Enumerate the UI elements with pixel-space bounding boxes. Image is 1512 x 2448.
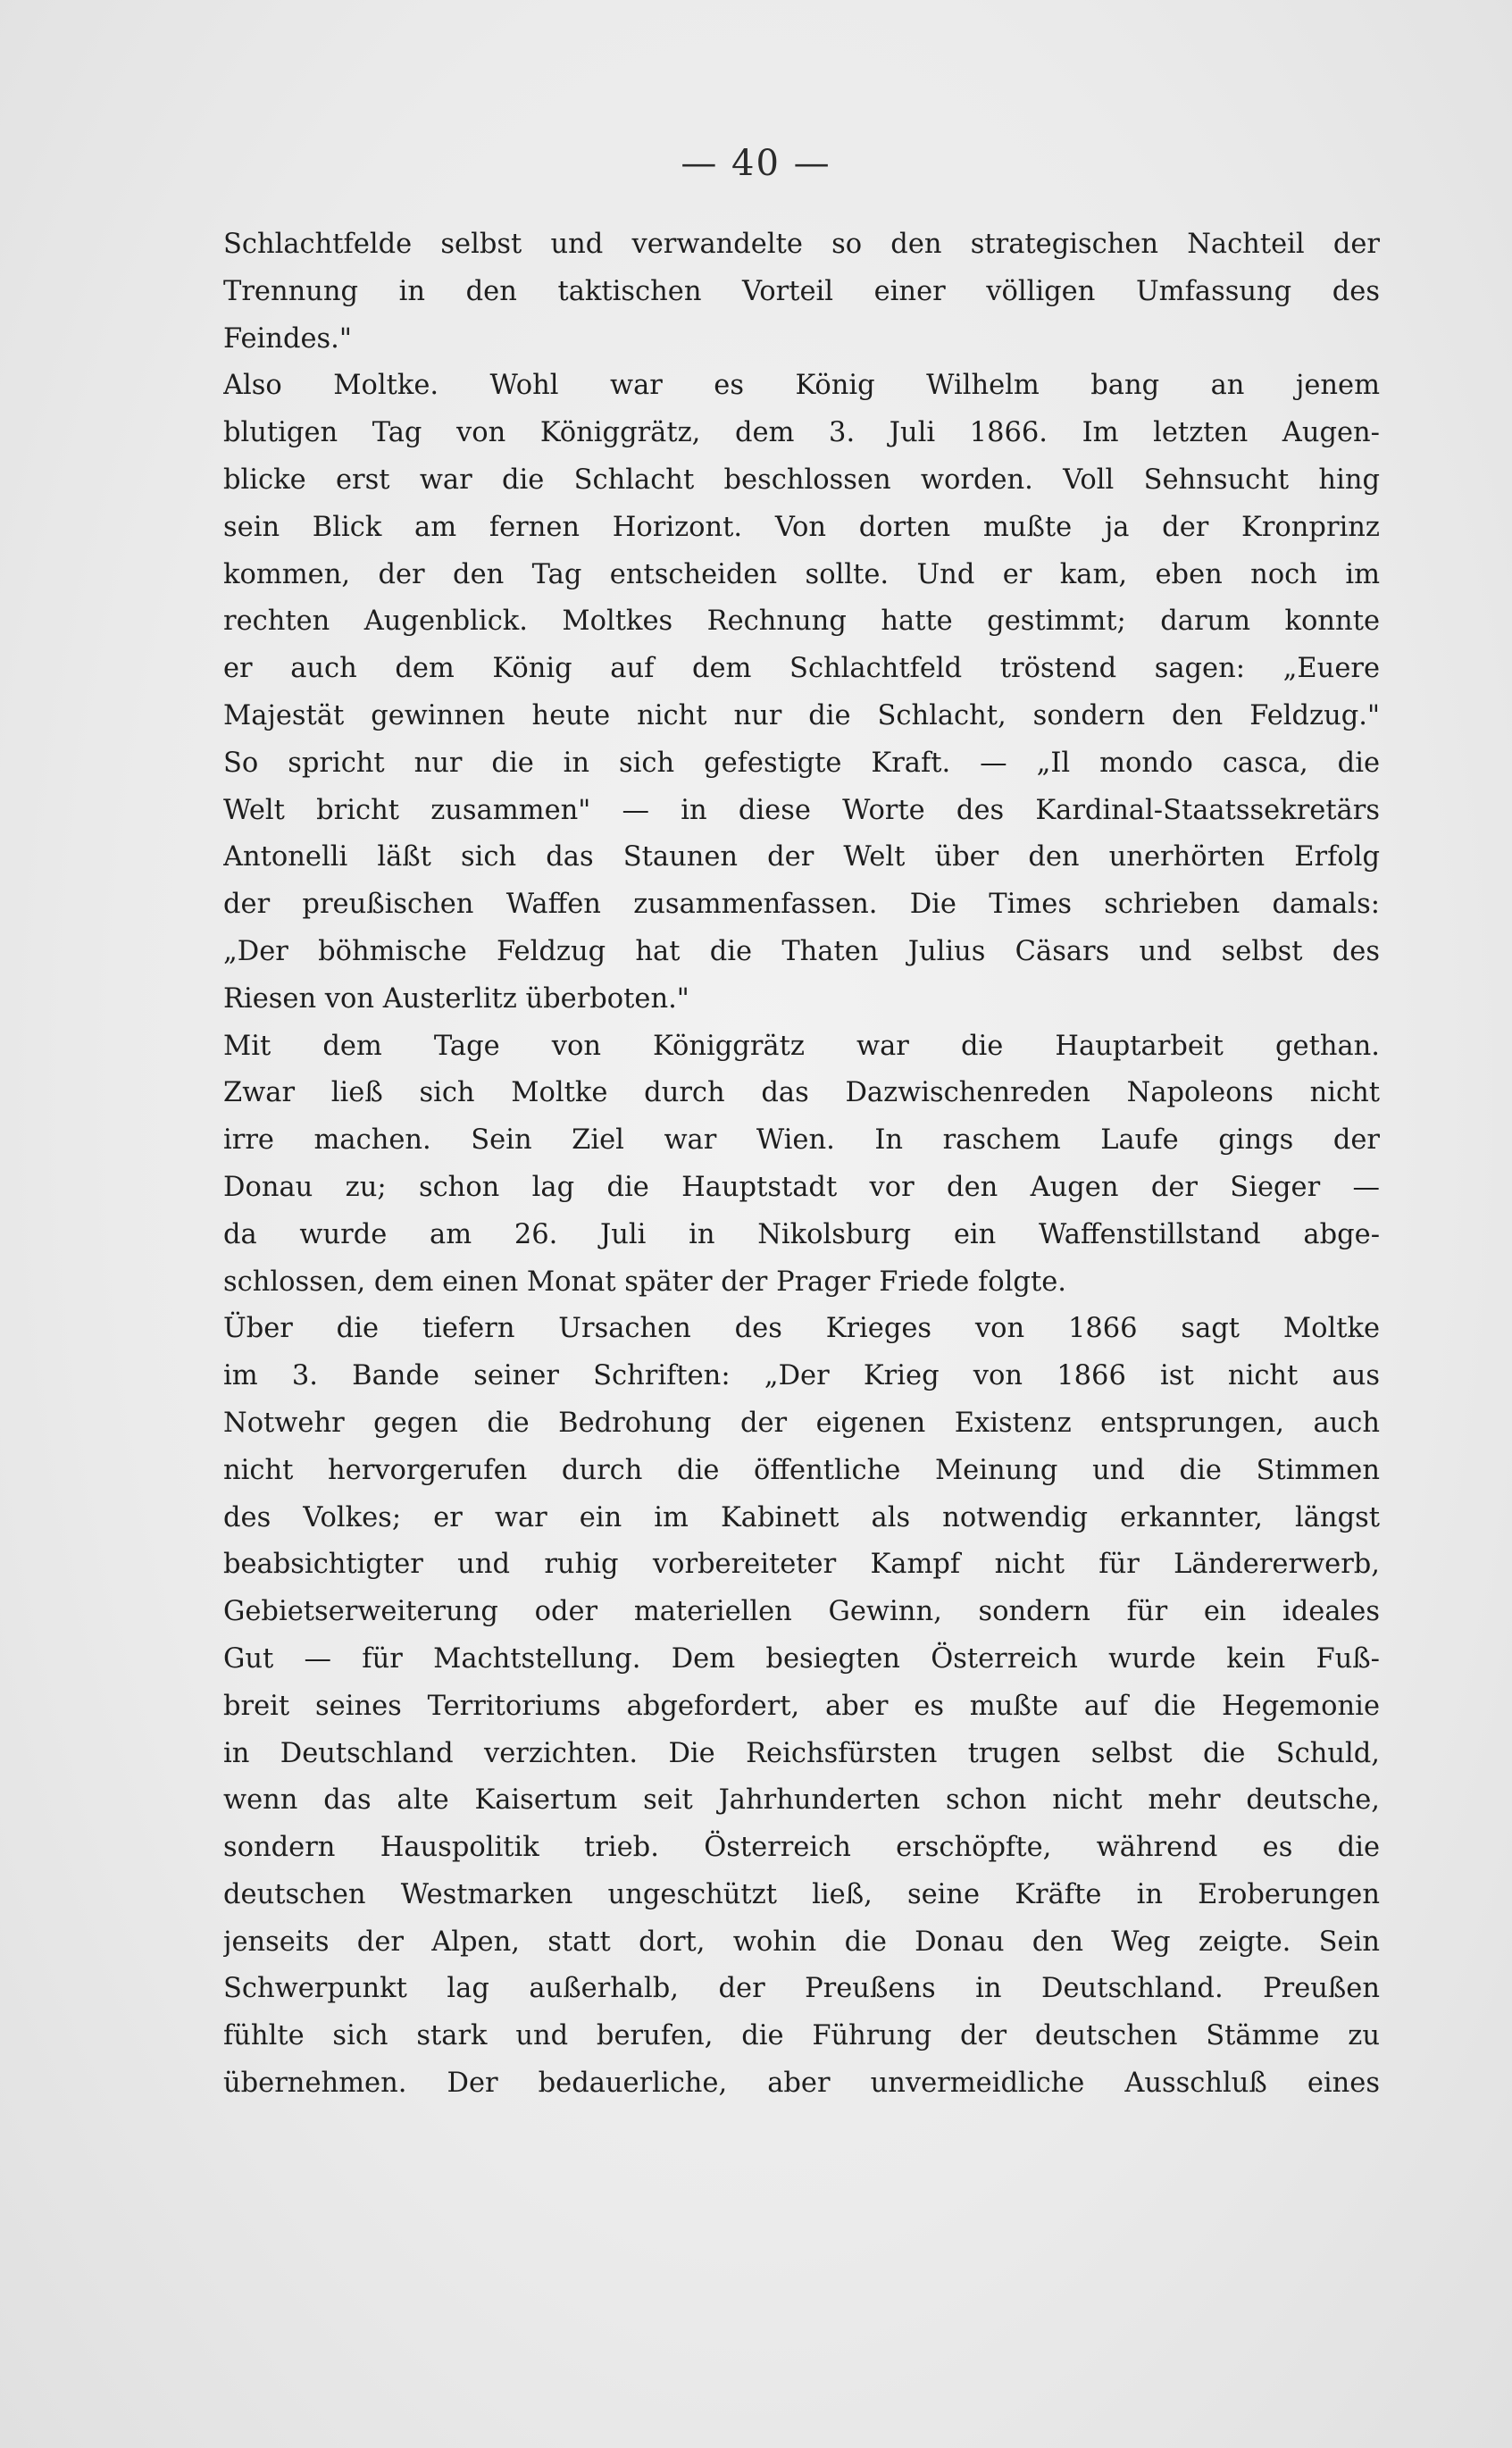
text-line: Also Moltke. Wohl war es König Wilhelm bang an jenem: [223, 370, 1380, 402]
text-line: Trennung in den taktischen Vorteil einer völligen Umfassung des: [223, 275, 1380, 307]
text-line: der preußischen Waffen zusammenfassen. Die Times schrieben damals:: [223, 889, 1380, 921]
text-line: Gebietserweiterung oder materiellen Gewinn, sondern für ein ideales: [223, 1596, 1380, 1628]
text-line: schlossen, dem einen Monat später der Prager Friede folgte.: [223, 1266, 1066, 1298]
text-line: Notwehr gegen die Bedrohung der eigenen Existenz entsprungen, auch: [223, 1407, 1380, 1439]
text-line: irre machen. Sein Ziel war Wien. In raschem Laufe gings der: [223, 1124, 1380, 1157]
text-line: des Volkes; er war ein im Kabinett als notwendig erkannter, längst: [223, 1501, 1380, 1533]
text-line: rechten Augenblick. Moltkes Rechnung hatte gestimmt; darum konnte: [223, 606, 1380, 638]
text-line: beabsichtigter und ruhig vorbereiteter Kampf nicht für Ländererwerb,: [223, 1549, 1380, 1581]
text-line: im 3. Bande seiner Schriften: „Der Krieg von 1866 ist nicht aus: [223, 1360, 1380, 1392]
text-line: Schwerpunkt lag außerhalb, der Preußens in Deutschland. Preußen: [223, 1973, 1380, 2005]
text-line: Welt bricht zusammen" — in diese Worte des Kardinal-Staatssekretärs: [223, 794, 1380, 826]
text-line: Majestät gewinnen heute nicht nur die Schlacht, sondern den Feldzug.": [223, 699, 1380, 731]
text-line: Über die tiefern Ursachen des Krieges von 1866 sagt Moltke: [223, 1313, 1380, 1345]
text-line: So spricht nur die in sich gefestigte Kraft. — „Il mondo casca, die: [223, 747, 1380, 779]
text-line: sondern Hauspolitik trieb. Österreich erschöpfte, während es die: [223, 1832, 1380, 1864]
text-line: Feindes.": [223, 322, 352, 355]
text-line: Zwar ließ sich Moltke durch das Dazwischenreden Napoleons nicht: [223, 1077, 1380, 1109]
text-line: Donau zu; schon lag die Hauptstadt vor den Augen der Sieger —: [223, 1171, 1380, 1203]
text-line: übernehmen. Der bedauerliche, aber unvermeidliche Ausschluß eines: [223, 2068, 1380, 2100]
text-line: Gut — für Machtstellung. Dem besiegten Österreich wurde kein Fuß-: [223, 1642, 1380, 1675]
text-line: blicke erst war die Schlacht beschlossen worden. Voll Sehnsucht hing: [223, 464, 1380, 496]
text-line: breit seines Territoriums abgefordert, aber es mußte auf die Hegemonie: [223, 1690, 1380, 1722]
text-line: jenseits der Alpen, statt dort, wohin die Donau den Weg zeigte. Sein: [223, 1926, 1380, 1958]
text-line: „Der böhmische Feldzug hat die Thaten Julius Cäsars und selbst des: [223, 935, 1380, 967]
text-line: fühlte sich stark und berufen, die Führung der deutschen Stämme zu: [223, 2020, 1380, 2052]
text-line: nicht hervorgerufen durch die öffentliche Meinung und die Stimmen: [223, 1454, 1380, 1486]
page-number: — 40 —: [681, 143, 831, 184]
text-line: sein Blick am fernen Horizont. Von dorten mußte ja der Kronprinz: [223, 511, 1380, 543]
text-line: er auch dem König auf dem Schlachtfeld tröstend sagen: „Euere: [223, 653, 1380, 685]
text-line: kommen, der den Tag entscheiden sollte. Und er kam, eben noch im: [223, 558, 1380, 590]
text-line: Mit dem Tage von Königgrätz war die Hauptarbeit gethan.: [223, 1030, 1380, 1062]
text-line: in Deutschland verzichten. Die Reichsfürsten trugen selbst die Schuld,: [223, 1737, 1380, 1769]
body-text: [223, 221, 1380, 2108]
text-line: blutigen Tag von Königgrätz, dem 3. Juli 1866. Im letzten Augen-: [223, 417, 1380, 449]
text-line: Riesen von Austerlitz überboten.": [223, 982, 689, 1015]
text-line: wenn das alte Kaisertum seit Jahrhunderten schon nicht mehr deutsche,: [223, 1784, 1380, 1817]
text-line: deutschen Westmarken ungeschützt ließ, seine Kräfte in Eroberungen: [223, 1878, 1380, 1910]
text-line: da wurde am 26. Juli in Nikolsburg ein Waffenstillstand abge-: [223, 1218, 1380, 1250]
text-line: Antonelli läßt sich das Staunen der Welt über den unerhörten Erfolg: [223, 841, 1380, 873]
text-line: Schlachtfelde selbst und verwandelte so den strategischen Nachteil der: [223, 229, 1380, 260]
